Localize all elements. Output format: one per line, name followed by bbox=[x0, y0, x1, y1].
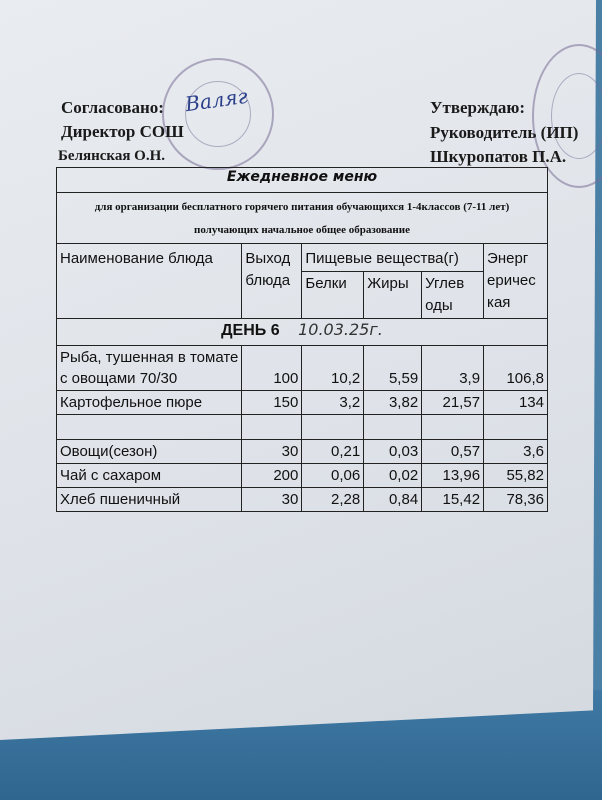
dish-carbs: 0,57 bbox=[422, 440, 484, 464]
dish-carbs: 13,96 bbox=[422, 464, 484, 488]
dish-yield: 30 bbox=[242, 440, 302, 464]
dish-protein bbox=[302, 415, 364, 440]
dish-fat: 0,84 bbox=[364, 488, 422, 512]
dish-yield: 200 bbox=[242, 464, 302, 488]
menu-subtitle bbox=[57, 193, 548, 244]
dish-protein: 3,2 bbox=[302, 391, 364, 415]
menu-subtitle-2: получающих начальное общее образование bbox=[193, 224, 410, 236]
table-row bbox=[57, 346, 548, 391]
table-row bbox=[57, 391, 548, 415]
col-fat-header: Жиры bbox=[364, 272, 422, 319]
dish-fat bbox=[364, 415, 422, 440]
approval-left-name: Белянская О.Н. bbox=[58, 148, 166, 164]
day-row bbox=[57, 319, 548, 346]
table-row bbox=[57, 440, 548, 464]
col-yield-header: Выход блюда bbox=[242, 244, 302, 319]
dish-carbs: 15,42 bbox=[422, 488, 484, 512]
col-energy-header: Энерг еричес кая bbox=[484, 244, 548, 319]
dish-energy: 134 bbox=[484, 391, 548, 415]
table-row-empty bbox=[57, 415, 548, 440]
day-date-handwritten: 10.03.25г. bbox=[298, 320, 383, 339]
dish-carbs: 3,9 bbox=[422, 346, 484, 391]
day-label: ДЕНЬ 6 bbox=[221, 322, 280, 339]
dish-yield: 150 bbox=[242, 391, 302, 415]
menu-title: Ежедневное меню bbox=[57, 168, 548, 193]
col-protein-header: Белки bbox=[302, 272, 364, 319]
menu-title-row bbox=[57, 168, 548, 193]
approval-right-label: Утверждаю: bbox=[430, 98, 526, 117]
menu-table bbox=[56, 167, 548, 512]
table-row bbox=[57, 488, 548, 512]
dish-fat: 5,59 bbox=[364, 346, 422, 391]
dish-energy bbox=[484, 415, 548, 440]
dish-name: Рыба, тушенная в томате с овощами 70/30 bbox=[57, 346, 242, 391]
dish-energy: 3,6 bbox=[484, 440, 548, 464]
dish-carbs: 21,57 bbox=[422, 391, 484, 415]
dish-yield bbox=[242, 415, 302, 440]
signature: Валяг bbox=[183, 83, 250, 117]
dish-protein: 0,06 bbox=[302, 464, 364, 488]
dish-energy: 106,8 bbox=[484, 346, 548, 391]
dish-protein: 0,21 bbox=[302, 440, 364, 464]
menu-subtitle-1: для организации бесплатного горячего питания обучающихся 1-4классов (7-11 лет) bbox=[94, 201, 510, 213]
dish-energy: 55,82 bbox=[484, 464, 548, 488]
col-name-header: Наименование блюда bbox=[57, 244, 242, 319]
dish-protein: 2,28 bbox=[302, 488, 364, 512]
approval-left-label: Согласовано: bbox=[61, 98, 164, 117]
approval-right-position: Руководитель (ИП) bbox=[430, 123, 579, 142]
day-cell bbox=[57, 319, 548, 346]
approval-left-position: Директор СОШ bbox=[61, 122, 184, 141]
dish-name: Чай с сахаром bbox=[57, 464, 242, 488]
dish-fat: 0,03 bbox=[364, 440, 422, 464]
approval-right-name: Шкуропатов П.А. bbox=[430, 147, 567, 166]
dish-name: Хлеб пшеничный bbox=[57, 488, 242, 512]
col-nutrients-header: Пищевые вещества(г) bbox=[302, 244, 484, 272]
menu-subtitle-row bbox=[57, 193, 548, 244]
dish-yield: 30 bbox=[242, 488, 302, 512]
dish-protein: 10,2 bbox=[302, 346, 364, 391]
dish-yield: 100 bbox=[242, 346, 302, 391]
dish-name: Картофельное пюре bbox=[57, 391, 242, 415]
dish-energy: 78,36 bbox=[484, 488, 548, 512]
dish-name: Овощи(сезон) bbox=[57, 440, 242, 464]
dish-fat: 0,02 bbox=[364, 464, 422, 488]
dish-carbs bbox=[422, 415, 484, 440]
table-row bbox=[57, 464, 548, 488]
dish-name bbox=[57, 415, 242, 440]
dish-fat: 3,82 bbox=[364, 391, 422, 415]
column-header-row bbox=[57, 244, 548, 272]
col-carbs-header: Углев оды bbox=[422, 272, 484, 319]
